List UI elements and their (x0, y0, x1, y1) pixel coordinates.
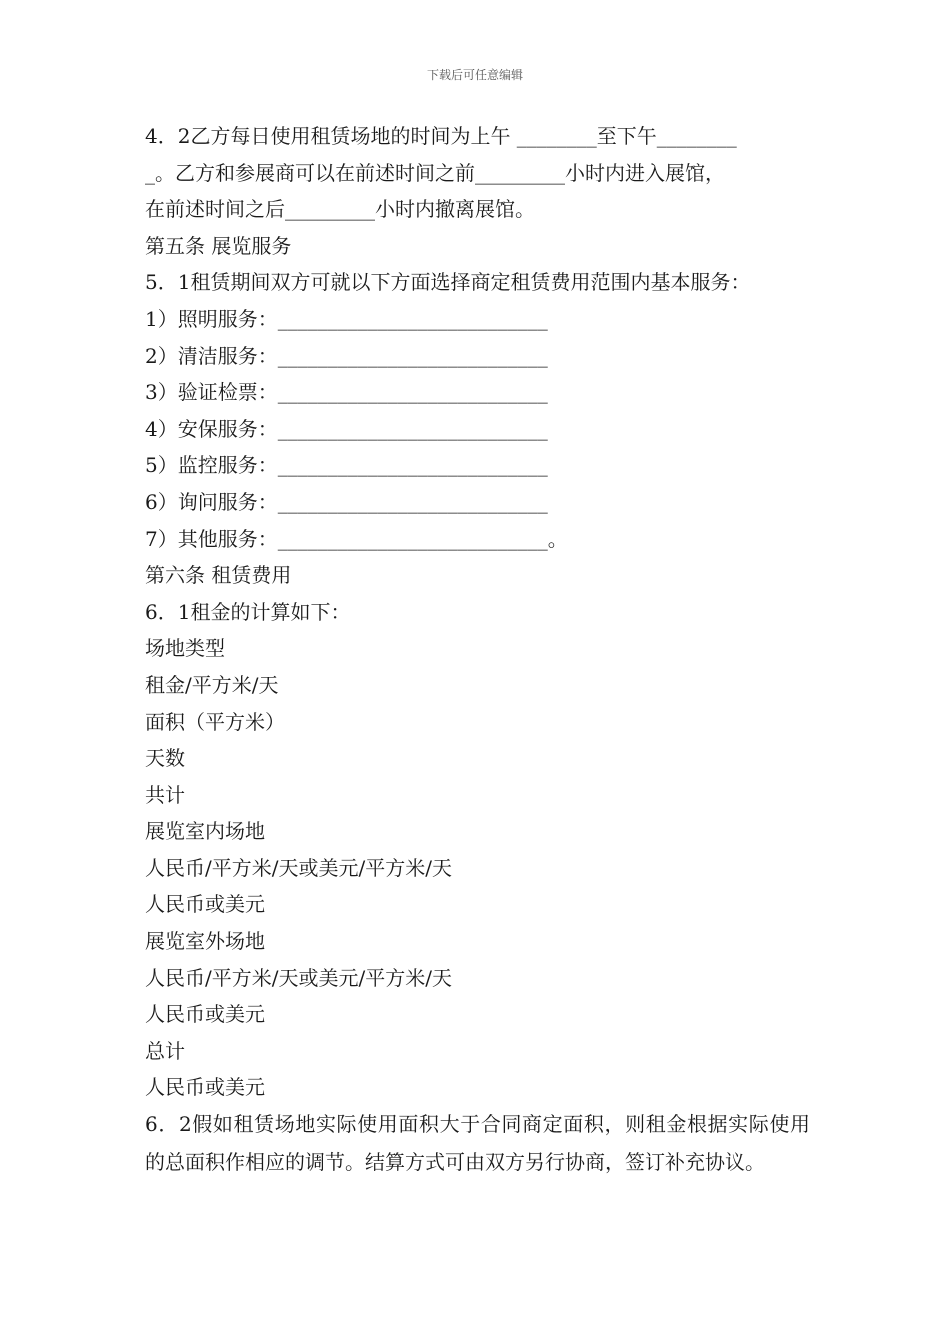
table-row-indoor-total: 人民币或美元 (145, 892, 265, 917)
document-body (145, 118, 810, 1181)
table-header-days: 天数 (145, 746, 185, 771)
service-other: 7）其他服务：___________________________。 (145, 526, 568, 551)
clause-4-2-line-2: _。乙方和参展商可以在前述时间之前_________小时内进入展馆， (145, 160, 725, 185)
clause-4-2-line-3: 在前述时间之后_________小时内撤离展馆。 (145, 197, 535, 222)
service-cleaning: 2）清洁服务：___________________________ (145, 343, 548, 368)
service-inquiry: 6）询问服务：___________________________ (145, 489, 548, 514)
service-ticket-check: 3）验证检票：___________________________ (145, 380, 548, 405)
service-lighting: 1）照明服务：___________________________ (145, 306, 548, 331)
table-row-grand-total-label: 总计 (145, 1038, 185, 1063)
table-row-outdoor-total: 人民币或美元 (145, 1002, 265, 1027)
table-row-indoor-label: 展览室内场地 (145, 819, 265, 844)
article-5-heading: 第五条 展览服务 (145, 233, 292, 258)
service-security: 4）安保服务：___________________________ (145, 416, 548, 441)
clause-5-1: 5．1租赁期间双方可就以下方面选择商定租赁费用范围内基本服务： (145, 270, 751, 295)
table-header-total: 共计 (145, 782, 185, 807)
table-row-outdoor-label: 展览室外场地 (145, 929, 265, 954)
page-header: 下载后可任意编辑 (426, 68, 523, 82)
table-row-grand-total-value: 人民币或美元 (145, 1075, 265, 1100)
table-header-area: 面积（平方米） (145, 709, 285, 734)
clause-6-2: 6．2假如租赁场地实际使用面积大于合同商定面积，则租金根据实际使用的总面积作相应的调节。结算方式可由双方另行协商，签订补充协议。 (145, 1112, 810, 1174)
clause-6-1: 6．1租金的计算如下： (145, 599, 351, 624)
table-row-outdoor-rent: 人民币/平方米/天或美元/平方米/天 (145, 965, 452, 990)
clause-4-2-line-1: 4．2乙方每日使用租赁场地的时间为上午 ________至下午________ (145, 124, 737, 148)
table-header-rent: 租金/平方米/天 (145, 672, 279, 697)
table-row-indoor-rent: 人民币/平方米/天或美元/平方米/天 (145, 855, 452, 880)
table-header-venue-type: 场地类型 (145, 636, 225, 661)
service-monitoring: 5）监控服务：___________________________ (145, 453, 548, 478)
article-6-heading: 第六条 租赁费用 (145, 563, 292, 588)
